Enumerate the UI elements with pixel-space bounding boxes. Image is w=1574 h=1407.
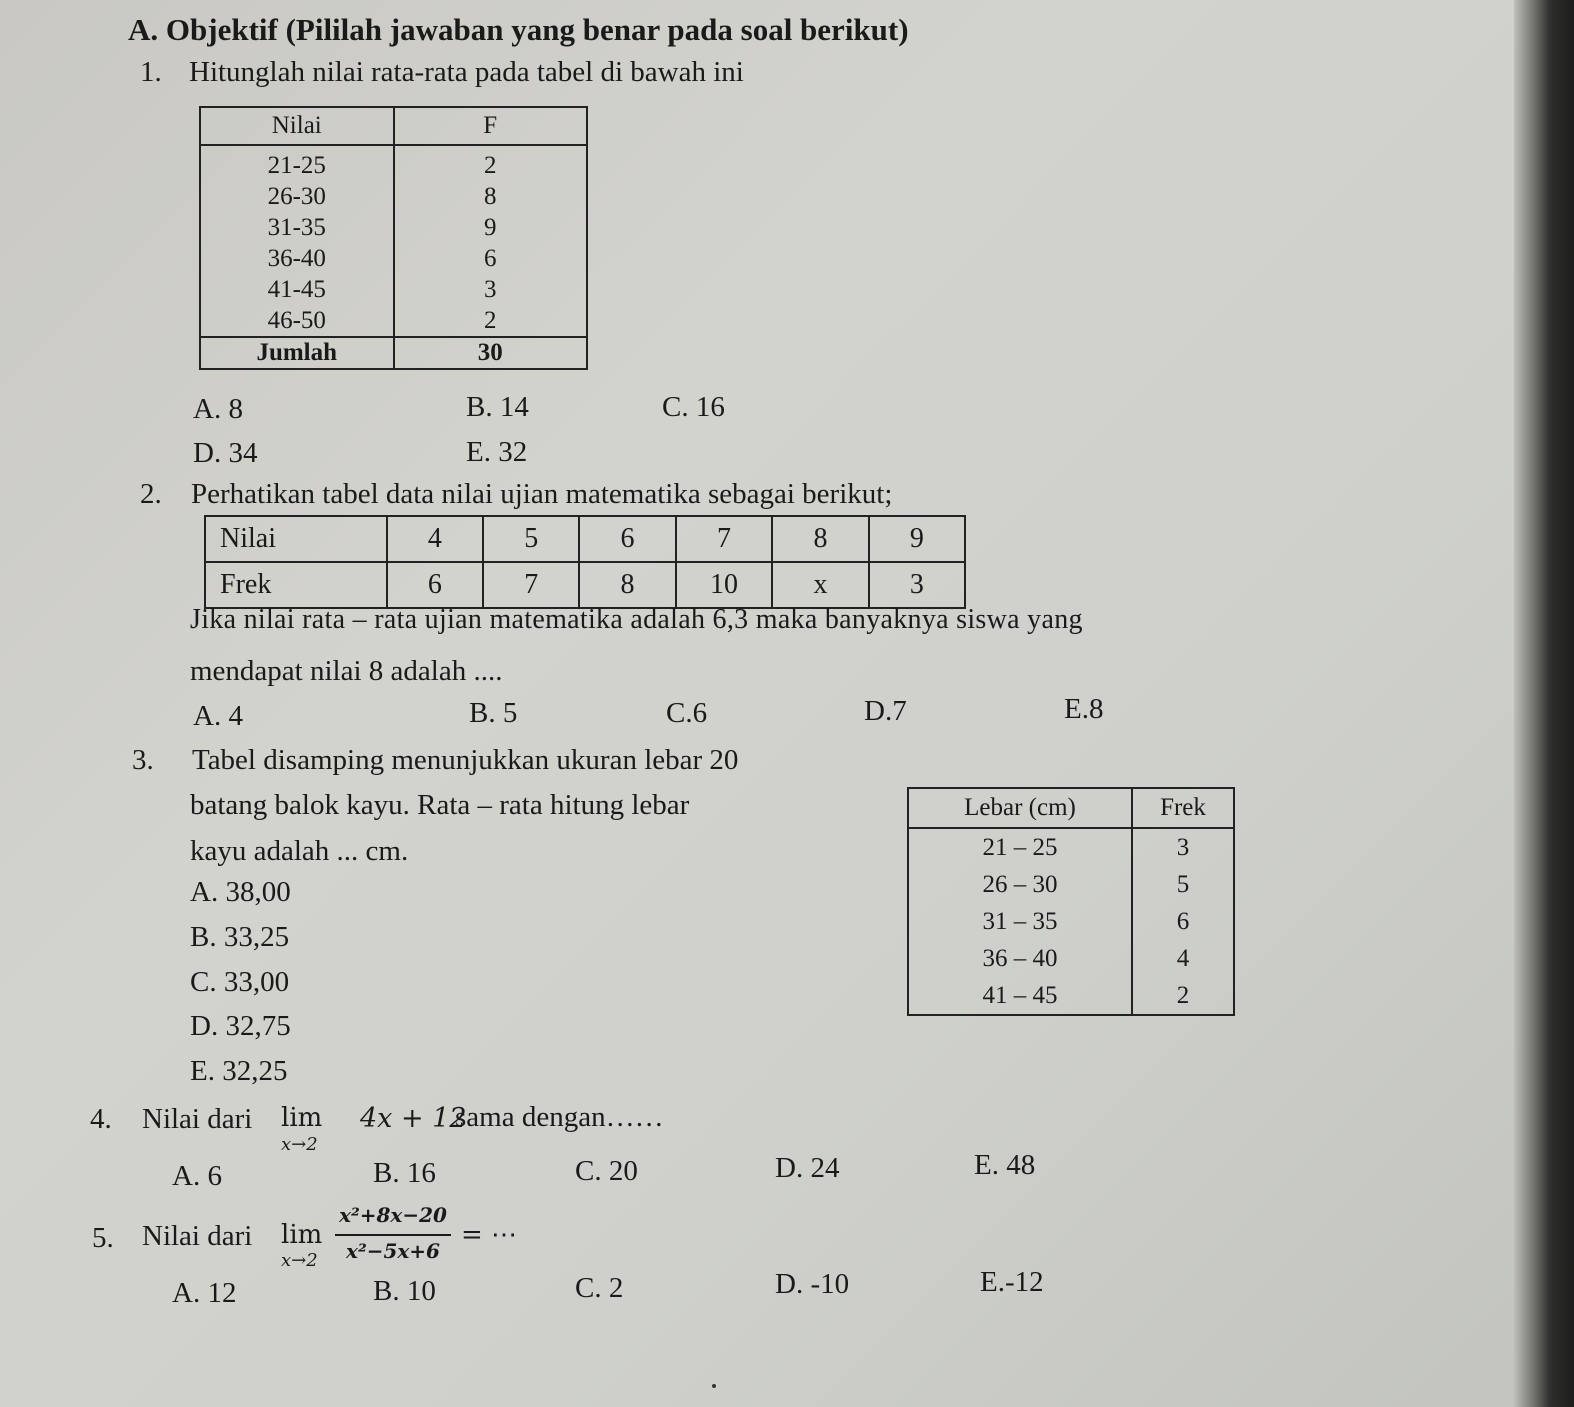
q1-option-b[interactable]: B. 14	[466, 391, 529, 423]
table-cell: 7	[676, 516, 773, 562]
table-cell: 3	[1132, 828, 1234, 866]
table-cell: 3	[394, 274, 588, 305]
table-cell: 6	[579, 516, 675, 562]
q5-lim-subscript: x→2	[281, 1250, 318, 1271]
q4-lim-subscript: x→2	[281, 1134, 318, 1155]
q1-frequency-table	[199, 106, 588, 370]
table-header: Lebar (cm)	[908, 788, 1132, 828]
q3-option-c[interactable]: C. 33,00	[190, 966, 290, 998]
q5-numerator: x²+8x−20	[339, 1203, 447, 1227]
table-cell: 5	[1132, 866, 1234, 903]
table-cell: 8	[394, 181, 588, 212]
q3-text-line-2: batang balok kayu. Rata – rata hitung lebar	[190, 789, 690, 821]
table-header: F	[394, 107, 588, 145]
q5-suffix: = ⋯	[461, 1220, 518, 1250]
q1-option-a[interactable]: A. 8	[193, 393, 243, 425]
q3-width-table	[907, 787, 1235, 1016]
table-cell: 41 – 45	[908, 977, 1132, 1015]
table-row-label: Nilai	[205, 516, 387, 562]
q4-option-d[interactable]: D. 24	[775, 1152, 840, 1184]
q1-number: 1.	[140, 56, 162, 88]
table-cell: 31 – 35	[908, 903, 1132, 940]
table-cell: 7	[483, 562, 579, 608]
q4-option-b[interactable]: B. 16	[373, 1157, 436, 1189]
table-cell: 10	[676, 562, 773, 608]
q1-option-c[interactable]: C. 16	[662, 391, 725, 423]
table-cell: 2	[394, 305, 588, 337]
table-cell: 6	[394, 243, 588, 274]
q5-prefix: Nilai dari	[142, 1220, 253, 1252]
table-cell: 36-40	[200, 243, 394, 274]
q4-number: 4.	[90, 1103, 112, 1135]
table-cell: 3	[869, 562, 965, 608]
table-cell: 26-30	[200, 181, 394, 212]
table-cell: x	[772, 562, 868, 608]
q4-lim: lim	[281, 1103, 323, 1133]
table-header: Nilai	[200, 107, 394, 145]
table-cell: 8	[579, 562, 675, 608]
q3-option-a[interactable]: A. 38,00	[190, 876, 291, 908]
q3-text-line-3: kayu adalah ... cm.	[190, 835, 409, 867]
table-header: Frek	[1132, 788, 1234, 828]
q2-option-b[interactable]: B. 5	[469, 697, 518, 729]
q3-number: 3.	[132, 744, 154, 776]
q2-option-d[interactable]: D.7	[864, 695, 907, 727]
q4-option-c[interactable]: C. 20	[575, 1155, 638, 1187]
section-title: A. Objektif (Pililah jawaban yang benar pada soal berikut)	[128, 12, 909, 47]
q2-text-continued-1: Jika nilai rata – rata ujian matematika adalah 6,3 maka banyaknya siswa yang	[190, 604, 1083, 635]
q5-option-d[interactable]: D. -10	[775, 1268, 850, 1300]
q4-expression: 4x + 12	[360, 1103, 467, 1134]
q5-option-a[interactable]: A. 12	[172, 1277, 237, 1309]
q5-number: 5.	[92, 1222, 114, 1254]
q2-option-e[interactable]: E.8	[1064, 693, 1104, 725]
page-edge-shadow	[1514, 0, 1574, 1407]
table-cell: 5	[483, 516, 579, 562]
q2-option-a[interactable]: A. 4	[193, 700, 243, 732]
q2-option-c[interactable]: C.6	[666, 697, 708, 729]
table-cell: 31-35	[200, 212, 394, 243]
q5-lim: lim	[281, 1220, 323, 1250]
q4-option-e[interactable]: E. 48	[974, 1149, 1036, 1181]
table-row-label: Frek	[205, 562, 387, 608]
table-cell: 9	[394, 212, 588, 243]
table-cell: 2	[394, 145, 588, 181]
table-total-value: 30	[394, 337, 588, 369]
table-cell: 21 – 25	[908, 828, 1132, 866]
q3-option-e[interactable]: E. 32,25	[190, 1055, 288, 1087]
q4-option-a[interactable]: A. 6	[172, 1160, 222, 1192]
q3-option-b[interactable]: B. 33,25	[190, 921, 290, 953]
q1-option-e[interactable]: E. 32	[466, 436, 528, 468]
q2-text: Perhatikan tabel data nilai ujian matematika sebagai berikut;	[191, 478, 893, 510]
table-cell: 26 – 30	[908, 866, 1132, 903]
paper-speck	[712, 1384, 716, 1388]
q5-fraction-bar	[335, 1234, 451, 1236]
q5-option-c[interactable]: C. 2	[575, 1272, 624, 1304]
q5-option-e[interactable]: E.-12	[980, 1266, 1044, 1298]
q3-text-line-1: Tabel disamping menunjukkan ukuran lebar 20	[192, 744, 739, 776]
table-cell: 21-25	[200, 145, 394, 181]
table-cell: 2	[1132, 977, 1234, 1015]
table-cell: 46-50	[200, 305, 394, 337]
q5-denominator: x²−5x+6	[346, 1239, 440, 1263]
q5-option-b[interactable]: B. 10	[373, 1275, 436, 1307]
q2-text-continued-2: mendapat nilai 8 adalah ....	[190, 655, 503, 687]
q1-option-d[interactable]: D. 34	[193, 437, 258, 469]
table-cell: 6	[1132, 903, 1234, 940]
table-cell: 8	[772, 516, 868, 562]
q4-suffix: sama dengan……	[455, 1101, 664, 1133]
q2-score-table	[204, 515, 966, 609]
table-cell: 9	[869, 516, 965, 562]
table-total-label: Jumlah	[200, 337, 394, 369]
table-cell: 41-45	[200, 274, 394, 305]
q1-text: Hitunglah nilai rata-rata pada tabel di bawah ini	[189, 56, 744, 88]
table-cell: 36 – 40	[908, 940, 1132, 977]
q4-prefix: Nilai dari	[142, 1103, 253, 1135]
table-cell: 4	[1132, 940, 1234, 977]
q3-option-d[interactable]: D. 32,75	[190, 1010, 291, 1042]
table-cell: 4	[387, 516, 483, 562]
q2-number: 2.	[140, 478, 162, 510]
table-cell: 6	[387, 562, 483, 608]
